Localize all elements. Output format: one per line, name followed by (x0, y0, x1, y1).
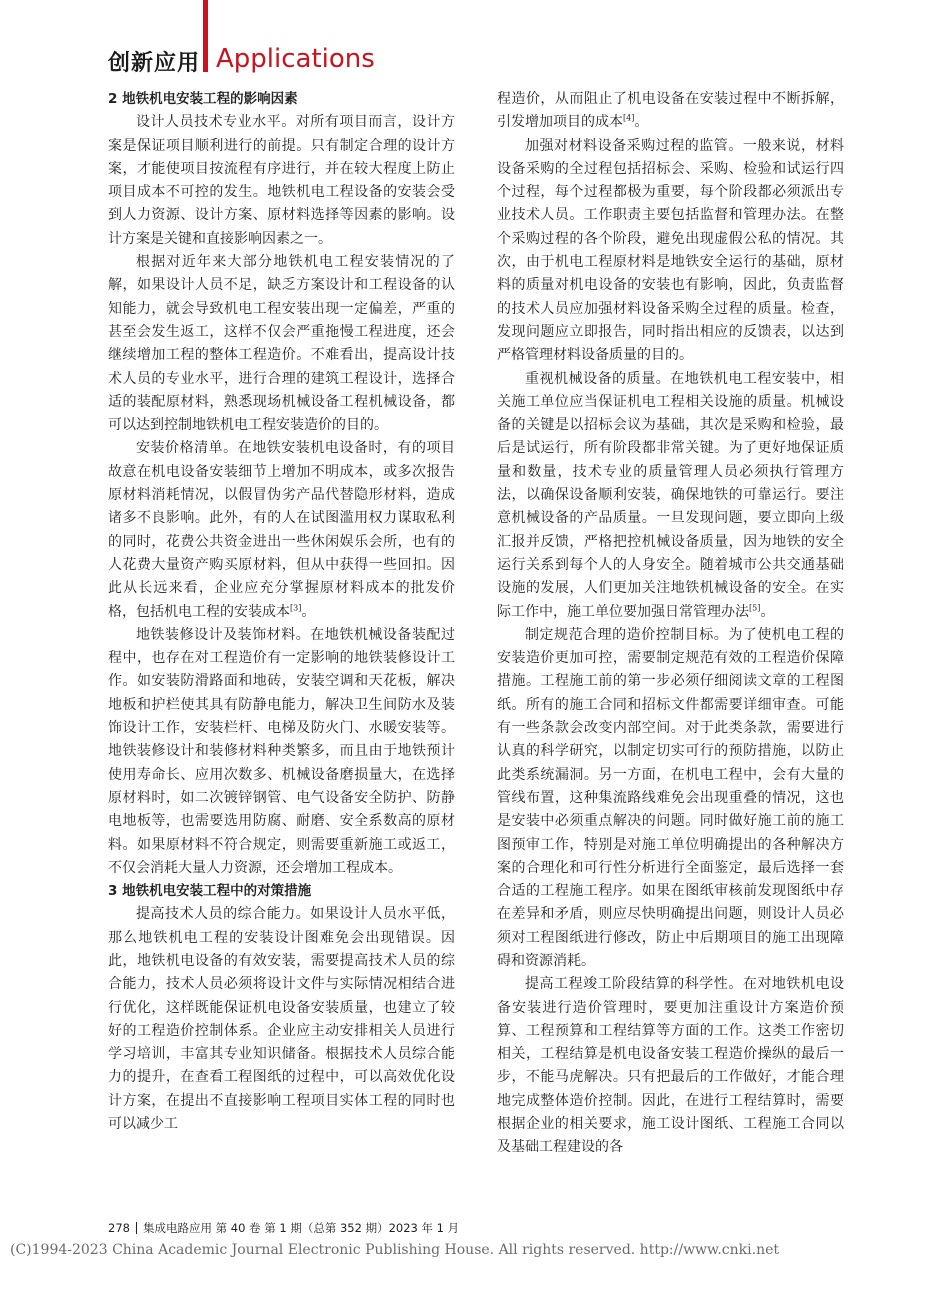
paragraph: 安装价格清单。在地铁安装机电设备时，有的项目故意在机电设备安装细节上增加不明成本，或多次报告原材料消耗情况，以假冒伪劣产品代替隐形材料，造成诸多不良影响。此外，有的人在试图滥用权力谋取私利的同时，花费公共资金进出一些休闲娱乐会所，也有的人花费大量资产购买原材料，但从中获得一些回扣。因此从长远来看，企业应充分掌握原材料成本的批发价格，包括机电工程的安装成本[3]。 (108, 440, 455, 620)
page-number: 278 (108, 1221, 130, 1235)
section-heading-3: 3 地铁机电安装工程中的对策措施 (108, 883, 312, 900)
paragraph: 提高技术人员的综合能力。如果设计人员水平低，那么地铁机电工程的安装设计图难免会出现错误。因此，地铁机电设备的有效安装，需要提高技术人员的综合能力，技术人员必须将设计文件与实际情况相结合进行优化，这样既能保证机电设备安装质量，也建立了较好的工程造价控制体系。企业应主动安排相关人员进行学习培训，丰富其专业知识储备。根据技术人员综合能力的提升，在查看工程图纸的过程中，可以高效优化设计方案，在提出不直接影响工程项目实体工程的同时也可以减少工 (108, 906, 455, 1133)
paragraph: 设计人员技术专业水平。对所有项目而言，设计方案是保证项目顺利进行的前提。只有制定合理的设计方案，才能使项目按流程有序进行，并在较大程度上防止项目成本不可控的发生。地铁机电工程设备的安装会受到人力资源、设计方案、原材料选择等因素的影响。设计方案是关键和直接影响因素之一。 (108, 114, 455, 247)
copyright-notice: (C)1994-2023 China Academic Journal Electronic Publishing House. All rights reserved. http://www.cnki.net (10, 1242, 780, 1258)
footer-divider (136, 1222, 137, 1234)
paragraph: 地铁装修设计及装饰材料。在地铁机械设备装配过程中，也存在对工程造价有一定影响的地铁装修设计工作。如安装防滑路面和地砖，安装空调和天花板，解决地板和护栏使其具有防静电能力，解决卫生间防水及装饰设计工作，安装栏杆、电梯及防火门、水暖安装等。地铁装修设计和装修材料种类繁多，而且由于地铁预计使用寿命长、应用次数多、机械设备磨损量大，在选择原材料时，如二次镀锌钢管、电气设备安全防护、防静电地板等，也需要选用防腐、耐磨、安全系数高的原材料。如果原材料不符合规定，则需要重新施工或返工，不仅会消耗大量人力资源，还会增加工程成本。 (108, 626, 455, 876)
paragraph: 制定规范合理的造价控制目标。为了使机电工程的安装造价更加可控，需要制定规范有效的工程造价保障措施。工程施工前的第一步必须仔细阅读文章的工程图纸。所有的施工合同和招标文件都需要详细审查。可能有一些条款会改变内部空间。对于此类条款，需要进行认真的科学研究，以制定切实可行的预防措施，以防止此类系统漏洞。另一方面，在机电工程中，会有大量的管线布置，这种集流路线难免会出现重叠的情况，这也是安装中必须重点解决的问题。同时做好施工前的施工图预审工作，特别是对施工单位明确提出的各种解决方案的合理化和可行性分析进行全面鉴定，最后选择一套合适的工程施工程序。如果在图纸审核前发现图纸中存在差异和矛盾，则应尽快明确提出问题，则设计人员必须对工程图纸进行修改，防止中后期项目的施工出现障碍和资源消耗。 (497, 626, 844, 969)
left-column (108, 88, 455, 1136)
paragraph-continued: 程造价，从而阻止了机电设备在安装过程中不断拆解，引发增加项目的成本[4]。 (497, 91, 844, 131)
citation-ref[interactable]: [4] (623, 113, 635, 123)
right-column (497, 88, 844, 1160)
paragraph: 加强对材料设备采购过程的监管。一般来说，材料设备采购的全过程包括招标会、采购、检验和试运行四个过程，每个过程都极为重要，每个阶段都必须派出专业技术人员。工作职责主要包括监督和管理办法。在整个采购过程的各个阶段，避免出现虚假公私的情况。其次，由于机电工程原材料是地铁安全运行的基础，原材料的质量对机电设备的安装也有影响，因此，负责监督的技术人员应加强材料设备采购全过程的质量。检查，发现问题应立即报告，同时指出相应的反馈表，以达到严格管理材料设备质量的目的。 (497, 137, 844, 364)
paragraph: 根据对近年来大部分地铁机电工程安装情况的了解，如果设计人员不足，缺乏方案设计和工程设备的认知能力，就会导致机电工程安装出现一定偏差，严重的甚至会发生返工，这样不仅会严重拖慢工程进度，还会继续增加工程的整体工程造价。不难看出，提高设计技术人员的专业水平，进行合理的建筑工程设计，选择合适的装配原材料，熟悉现场机械设备工程机械设备，都可以达到控制地铁机电工程安装造价的目的。 (108, 254, 455, 434)
paragraph: 重视机械设备的质量。在地铁机电工程安装中，相关施工单位应当保证机电工程相关设施的质量。机械设备的关键是以招标会议为基础，其次是采购和检验，最后是试运行，所有阶段都非常关键。为了更好地保证质量和数量，技术专业的质量管理人员必须执行管理方法，以确保设备顺利安装，确保地铁的可靠运行。要注意机械设备的产品质量。一旦发现问题，要立即向上级汇报并反馈，严格把控机械设备质量，因为地铁的安全运行关系到每个人的人身安全。随着城市公共交通基础设施的发展，人们更加关注地铁机械设备的安全。在实际工作中，施工单位要加强日常管理办法[5]。 (497, 370, 844, 620)
header-accent-bar (203, 0, 208, 72)
section-title-en: Applications (216, 44, 375, 74)
citation-ref[interactable]: [3] (290, 602, 302, 612)
section-title-cn: 创新应用 (108, 51, 201, 76)
page-footer (108, 1220, 459, 1236)
citation-ref[interactable]: [5] (749, 602, 761, 612)
section-heading-2: 2 地铁机电安装工程的影响因素 (108, 91, 298, 107)
journal-info: 集成电路应用 第 40 卷 第 1 期（总第 352 期）2023 年 1 月 (142, 1221, 460, 1235)
paragraph: 提高工程竣工阶段结算的科学性。在对地铁机电设备安装进行造价管理时，要更加注重设计方案造价预算、工程预算和工程结算等方面的工作。这类工作密切相关，工程结算是机电设备安装工程造价操纵的最后一步，不能马虎解决。只有把最后的工作做好，才能合理地完成整体造价控制。因此，在进行工程结算时，需要根据企业的相关要求，施工设计图纸、工程施工合同以及基础工程建设的各 (497, 976, 844, 1156)
